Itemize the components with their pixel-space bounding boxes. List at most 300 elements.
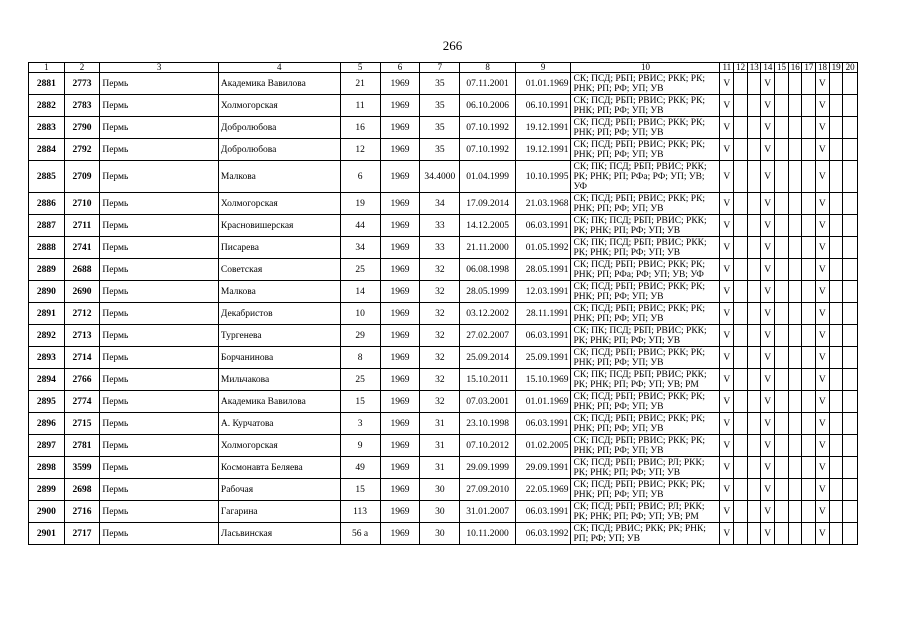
date-1-cell: 10.11.2000: [460, 523, 516, 545]
city-cell: Пермь: [100, 139, 219, 161]
year-cell: 1969: [380, 369, 420, 391]
city-cell: Пермь: [100, 95, 219, 117]
year-cell: 1969: [380, 215, 420, 237]
mark-col-17: [802, 457, 816, 479]
record-id: 2774: [64, 391, 100, 413]
mark-col-20: [843, 479, 858, 501]
year-cell: 1969: [380, 413, 420, 435]
mark-col-12: [734, 413, 748, 435]
house-number-cell: 10: [340, 303, 380, 325]
mark-col-15: [775, 479, 789, 501]
codes-cell: СК; ПСД; РБП; РВИС; РКК; РК; РНК; РП; РФ; УП; УВ: [571, 193, 720, 215]
mark-col-15: [775, 193, 789, 215]
wear-percent-cell: 32: [420, 259, 460, 281]
mark-col-11: V: [720, 139, 734, 161]
mark-col-16: [788, 95, 802, 117]
row-number: 2881: [29, 73, 65, 95]
mark-col-11: V: [720, 413, 734, 435]
mark-col-15: [775, 215, 789, 237]
year-cell: 1969: [380, 139, 420, 161]
mark-col-17: [802, 237, 816, 259]
date-2-cell: 06.03.1992: [515, 523, 571, 545]
mark-col-20: [843, 391, 858, 413]
mark-col-13: [747, 413, 761, 435]
row-number: 2891: [29, 303, 65, 325]
mark-col-16: [788, 215, 802, 237]
year-cell: 1969: [380, 479, 420, 501]
mark-col-15: [775, 369, 789, 391]
mark-col-11: V: [720, 281, 734, 303]
year-cell: 1969: [380, 523, 420, 545]
mark-col-19: [829, 259, 843, 281]
mark-col-17: [802, 413, 816, 435]
house-number-cell: 44: [340, 215, 380, 237]
mark-col-12: [734, 391, 748, 413]
street-cell: Борчанинова: [218, 347, 340, 369]
mark-col-15: [775, 435, 789, 457]
wear-percent-cell: 32: [420, 281, 460, 303]
mark-col-20: [843, 501, 858, 523]
mark-col-14: V: [761, 347, 775, 369]
street-cell: Холмогорская: [218, 193, 340, 215]
mark-col-16: [788, 523, 802, 545]
row-number: 2887: [29, 215, 65, 237]
mark-col-20: [843, 369, 858, 391]
city-cell: Пермь: [100, 347, 219, 369]
housing-register-table: [28, 62, 858, 545]
mark-col-20: [843, 237, 858, 259]
date-1-cell: 25.09.2014: [460, 347, 516, 369]
date-1-cell: 21.11.2000: [460, 237, 516, 259]
mark-col-11: V: [720, 457, 734, 479]
house-number-cell: 25: [340, 259, 380, 281]
mark-col-18: V: [815, 501, 829, 523]
street-cell: Космонавта Беляева: [218, 457, 340, 479]
mark-col-16: [788, 73, 802, 95]
house-number-cell: 15: [340, 391, 380, 413]
row-number: 2896: [29, 413, 65, 435]
mark-col-19: [829, 193, 843, 215]
mark-col-13: [747, 523, 761, 545]
date-2-cell: 28.11.1991: [515, 303, 571, 325]
mark-col-17: [802, 161, 816, 193]
mark-col-19: [829, 391, 843, 413]
wear-percent-cell: 35: [420, 73, 460, 95]
table-row: [29, 73, 858, 95]
mark-col-13: [747, 347, 761, 369]
mark-col-18: V: [815, 281, 829, 303]
street-cell: Тургенева: [218, 325, 340, 347]
mark-col-17: [802, 435, 816, 457]
mark-col-15: [775, 73, 789, 95]
mark-col-18: V: [815, 193, 829, 215]
mark-col-20: [843, 523, 858, 545]
city-cell: Пермь: [100, 435, 219, 457]
column-header-14: 14: [761, 63, 775, 73]
city-cell: Пермь: [100, 215, 219, 237]
mark-col-19: [829, 435, 843, 457]
mark-col-13: [747, 73, 761, 95]
header-row: [29, 63, 858, 73]
mark-col-17: [802, 391, 816, 413]
column-header-8: 8: [460, 63, 516, 73]
table-row: [29, 347, 858, 369]
date-2-cell: 06.10.1991: [515, 95, 571, 117]
record-id: 2790: [64, 117, 100, 139]
city-cell: Пермь: [100, 161, 219, 193]
row-number: 2901: [29, 523, 65, 545]
mark-col-11: V: [720, 479, 734, 501]
date-1-cell: 07.11.2001: [460, 73, 516, 95]
mark-col-15: [775, 457, 789, 479]
mark-col-16: [788, 347, 802, 369]
column-header-4: 4: [218, 63, 340, 73]
table-body: [29, 73, 858, 545]
date-2-cell: 28.05.1991: [515, 259, 571, 281]
mark-col-19: [829, 117, 843, 139]
mark-col-11: V: [720, 435, 734, 457]
mark-col-18: V: [815, 215, 829, 237]
mark-col-11: V: [720, 73, 734, 95]
mark-col-17: [802, 501, 816, 523]
date-2-cell: 10.10.1995: [515, 161, 571, 193]
mark-col-19: [829, 325, 843, 347]
record-id: 2783: [64, 95, 100, 117]
date-1-cell: 06.10.2006: [460, 95, 516, 117]
mark-col-12: [734, 193, 748, 215]
row-number: 2897: [29, 435, 65, 457]
mark-col-17: [802, 523, 816, 545]
house-number-cell: 113: [340, 501, 380, 523]
house-number-cell: 9: [340, 435, 380, 457]
mark-col-18: V: [815, 523, 829, 545]
house-number-cell: 15: [340, 479, 380, 501]
city-cell: Пермь: [100, 237, 219, 259]
row-number: 2894: [29, 369, 65, 391]
mark-col-18: V: [815, 347, 829, 369]
city-cell: Пермь: [100, 391, 219, 413]
date-1-cell: 23.10.1998: [460, 413, 516, 435]
date-1-cell: 06.08.1998: [460, 259, 516, 281]
wear-percent-cell: 34.4000: [420, 161, 460, 193]
mark-col-15: [775, 413, 789, 435]
wear-percent-cell: 30: [420, 501, 460, 523]
city-cell: Пермь: [100, 501, 219, 523]
row-number: 2898: [29, 457, 65, 479]
mark-col-11: V: [720, 117, 734, 139]
street-cell: Добролюбова: [218, 139, 340, 161]
codes-cell: СК; ПК; ПСД; РБП; РВИС; РКК; РК; РНК; РП; РФ; УП; УВ: [571, 237, 720, 259]
street-cell: Ласьвинская: [218, 523, 340, 545]
date-2-cell: 22.05.1969: [515, 479, 571, 501]
mark-col-14: V: [761, 259, 775, 281]
mark-col-17: [802, 303, 816, 325]
mark-col-14: V: [761, 457, 775, 479]
column-header-6: 6: [380, 63, 420, 73]
row-number: 2882: [29, 95, 65, 117]
street-cell: Писарева: [218, 237, 340, 259]
mark-col-19: [829, 501, 843, 523]
record-id: 2717: [64, 523, 100, 545]
mark-col-18: V: [815, 435, 829, 457]
mark-col-16: [788, 457, 802, 479]
codes-cell: СК; ПСД; РБП; РВИС; РКК; РК; РНК; РП; РФ; УП; УВ: [571, 117, 720, 139]
record-id: 2698: [64, 479, 100, 501]
mark-col-18: V: [815, 457, 829, 479]
mark-col-16: [788, 369, 802, 391]
mark-col-15: [775, 303, 789, 325]
mark-col-19: [829, 95, 843, 117]
wear-percent-cell: 32: [420, 391, 460, 413]
codes-cell: СК; ПСД; РБП; РВИС; РЛ; РКК; РК; РНК; РП; РФ; УП; УВ; РМ: [571, 501, 720, 523]
mark-col-20: [843, 325, 858, 347]
mark-col-20: [843, 259, 858, 281]
date-1-cell: 07.10.1992: [460, 117, 516, 139]
street-cell: Гагарина: [218, 501, 340, 523]
mark-col-11: V: [720, 325, 734, 347]
mark-col-17: [802, 347, 816, 369]
mark-col-19: [829, 73, 843, 95]
date-1-cell: 15.10.2011: [460, 369, 516, 391]
row-number: 2890: [29, 281, 65, 303]
table-row: [29, 215, 858, 237]
mark-col-20: [843, 435, 858, 457]
mark-col-14: V: [761, 501, 775, 523]
mark-col-11: V: [720, 303, 734, 325]
mark-col-13: [747, 369, 761, 391]
wear-percent-cell: 35: [420, 139, 460, 161]
table-row: [29, 391, 858, 413]
mark-col-11: V: [720, 259, 734, 281]
date-2-cell: 25.09.1991: [515, 347, 571, 369]
date-2-cell: 01.01.1969: [515, 391, 571, 413]
mark-col-13: [747, 193, 761, 215]
row-number: 2895: [29, 391, 65, 413]
city-cell: Пермь: [100, 117, 219, 139]
table-row: [29, 325, 858, 347]
mark-col-20: [843, 73, 858, 95]
mark-col-14: V: [761, 215, 775, 237]
wear-percent-cell: 34: [420, 193, 460, 215]
street-cell: Декабристов: [218, 303, 340, 325]
codes-cell: СК; ПСД; РВИС; РКК; РК; РНК; РП; РФ; УП; УВ: [571, 523, 720, 545]
row-number: 2885: [29, 161, 65, 193]
date-1-cell: 07.10.1992: [460, 139, 516, 161]
year-cell: 1969: [380, 347, 420, 369]
mark-col-14: V: [761, 95, 775, 117]
city-cell: Пермь: [100, 457, 219, 479]
year-cell: 1969: [380, 237, 420, 259]
house-number-cell: 19: [340, 193, 380, 215]
date-1-cell: 14.12.2005: [460, 215, 516, 237]
mark-col-17: [802, 259, 816, 281]
record-id: 2773: [64, 73, 100, 95]
mark-col-12: [734, 161, 748, 193]
house-number-cell: 12: [340, 139, 380, 161]
row-number: 2884: [29, 139, 65, 161]
mark-col-15: [775, 325, 789, 347]
mark-col-12: [734, 325, 748, 347]
mark-col-12: [734, 117, 748, 139]
column-header-3: 3: [100, 63, 219, 73]
mark-col-13: [747, 281, 761, 303]
record-id: 2781: [64, 435, 100, 457]
mark-col-18: V: [815, 391, 829, 413]
mark-col-13: [747, 325, 761, 347]
codes-cell: СК; ПСД; РБП; РВИС; РКК; РК; РНК; РП; РФ; УП; УВ: [571, 435, 720, 457]
codes-cell: СК; ПСД; РБП; РВИС; РКК; РК; РНК; РП; РФ; УП; УВ: [571, 139, 720, 161]
date-2-cell: 01.01.1969: [515, 73, 571, 95]
mark-col-13: [747, 139, 761, 161]
mark-col-19: [829, 479, 843, 501]
mark-col-13: [747, 435, 761, 457]
row-number: 2899: [29, 479, 65, 501]
column-header-10: 10: [571, 63, 720, 73]
mark-col-18: V: [815, 325, 829, 347]
column-header-13: 13: [747, 63, 761, 73]
column-header-17: 17: [802, 63, 816, 73]
mark-col-11: V: [720, 391, 734, 413]
row-number: 2892: [29, 325, 65, 347]
codes-cell: СК; ПСД; РБП; РВИС; РКК; РК; РНК; РП; РФ; УП; УВ: [571, 413, 720, 435]
mark-col-18: V: [815, 369, 829, 391]
date-2-cell: 06.03.1991: [515, 413, 571, 435]
mark-col-16: [788, 161, 802, 193]
mark-col-12: [734, 73, 748, 95]
table-row: [29, 523, 858, 545]
codes-cell: СК; ПК; ПСД; РБП; РВИС; РКК; РК; РНК; РП; РФа; РФ; УП; УВ; УФ: [571, 161, 720, 193]
column-header-18: 18: [815, 63, 829, 73]
mark-col-14: V: [761, 303, 775, 325]
wear-percent-cell: 33: [420, 215, 460, 237]
row-number: 2883: [29, 117, 65, 139]
city-cell: Пермь: [100, 259, 219, 281]
table-row: [29, 193, 858, 215]
date-1-cell: 27.09.2010: [460, 479, 516, 501]
date-1-cell: 01.04.1999: [460, 161, 516, 193]
record-id: 2766: [64, 369, 100, 391]
wear-percent-cell: 35: [420, 95, 460, 117]
date-2-cell: 01.02.2005: [515, 435, 571, 457]
mark-col-13: [747, 215, 761, 237]
house-number-cell: 6: [340, 161, 380, 193]
street-cell: Холмогорская: [218, 435, 340, 457]
mark-col-16: [788, 259, 802, 281]
mark-col-14: V: [761, 435, 775, 457]
mark-col-15: [775, 347, 789, 369]
house-number-cell: 34: [340, 237, 380, 259]
mark-col-20: [843, 161, 858, 193]
date-1-cell: 31.01.2007: [460, 501, 516, 523]
mark-col-12: [734, 281, 748, 303]
mark-col-17: [802, 281, 816, 303]
mark-col-13: [747, 479, 761, 501]
record-id: 2690: [64, 281, 100, 303]
city-cell: Пермь: [100, 325, 219, 347]
mark-col-18: V: [815, 303, 829, 325]
mark-col-16: [788, 479, 802, 501]
year-cell: 1969: [380, 457, 420, 479]
column-header-1: 1: [29, 63, 65, 73]
mark-col-15: [775, 501, 789, 523]
mark-col-12: [734, 523, 748, 545]
mark-col-16: [788, 303, 802, 325]
table-row: [29, 95, 858, 117]
mark-col-20: [843, 139, 858, 161]
record-id: 3599: [64, 457, 100, 479]
mark-col-19: [829, 413, 843, 435]
wear-percent-cell: 30: [420, 523, 460, 545]
mark-col-19: [829, 281, 843, 303]
year-cell: 1969: [380, 117, 420, 139]
date-1-cell: 28.05.1999: [460, 281, 516, 303]
street-cell: Красновишерская: [218, 215, 340, 237]
year-cell: 1969: [380, 325, 420, 347]
page-number: 266: [442, 38, 463, 53]
house-number-cell: 14: [340, 281, 380, 303]
mark-col-18: V: [815, 73, 829, 95]
mark-col-18: V: [815, 95, 829, 117]
mark-col-19: [829, 457, 843, 479]
column-header-2: 2: [64, 63, 100, 73]
record-id: 2715: [64, 413, 100, 435]
row-number: 2886: [29, 193, 65, 215]
mark-col-14: V: [761, 161, 775, 193]
mark-col-11: V: [720, 193, 734, 215]
mark-col-14: V: [761, 413, 775, 435]
mark-col-17: [802, 117, 816, 139]
record-id: 2712: [64, 303, 100, 325]
mark-col-16: [788, 391, 802, 413]
mark-col-11: V: [720, 237, 734, 259]
table-row: [29, 369, 858, 391]
row-number: 2888: [29, 237, 65, 259]
city-cell: Пермь: [100, 413, 219, 435]
mark-col-12: [734, 457, 748, 479]
mark-col-14: V: [761, 369, 775, 391]
column-header-9: 9: [515, 63, 571, 73]
mark-col-20: [843, 413, 858, 435]
column-header-5: 5: [340, 63, 380, 73]
mark-col-13: [747, 95, 761, 117]
table-row: [29, 303, 858, 325]
table-row: [29, 139, 858, 161]
table-row: [29, 501, 858, 523]
column-header-7: 7: [420, 63, 460, 73]
mark-col-19: [829, 237, 843, 259]
table-row: [29, 435, 858, 457]
mark-col-16: [788, 501, 802, 523]
house-number-cell: 49: [340, 457, 380, 479]
column-header-19: 19: [829, 63, 843, 73]
year-cell: 1969: [380, 391, 420, 413]
year-cell: 1969: [380, 435, 420, 457]
street-cell: Рабочая: [218, 479, 340, 501]
mark-col-20: [843, 303, 858, 325]
mark-col-15: [775, 95, 789, 117]
record-id: 2709: [64, 161, 100, 193]
date-1-cell: 27.02.2007: [460, 325, 516, 347]
mark-col-14: V: [761, 117, 775, 139]
mark-col-15: [775, 391, 789, 413]
mark-col-19: [829, 523, 843, 545]
wear-percent-cell: 31: [420, 457, 460, 479]
street-cell: Академика Вавилова: [218, 391, 340, 413]
year-cell: 1969: [380, 193, 420, 215]
wear-percent-cell: 32: [420, 369, 460, 391]
street-cell: Советская: [218, 259, 340, 281]
wear-percent-cell: 32: [420, 325, 460, 347]
